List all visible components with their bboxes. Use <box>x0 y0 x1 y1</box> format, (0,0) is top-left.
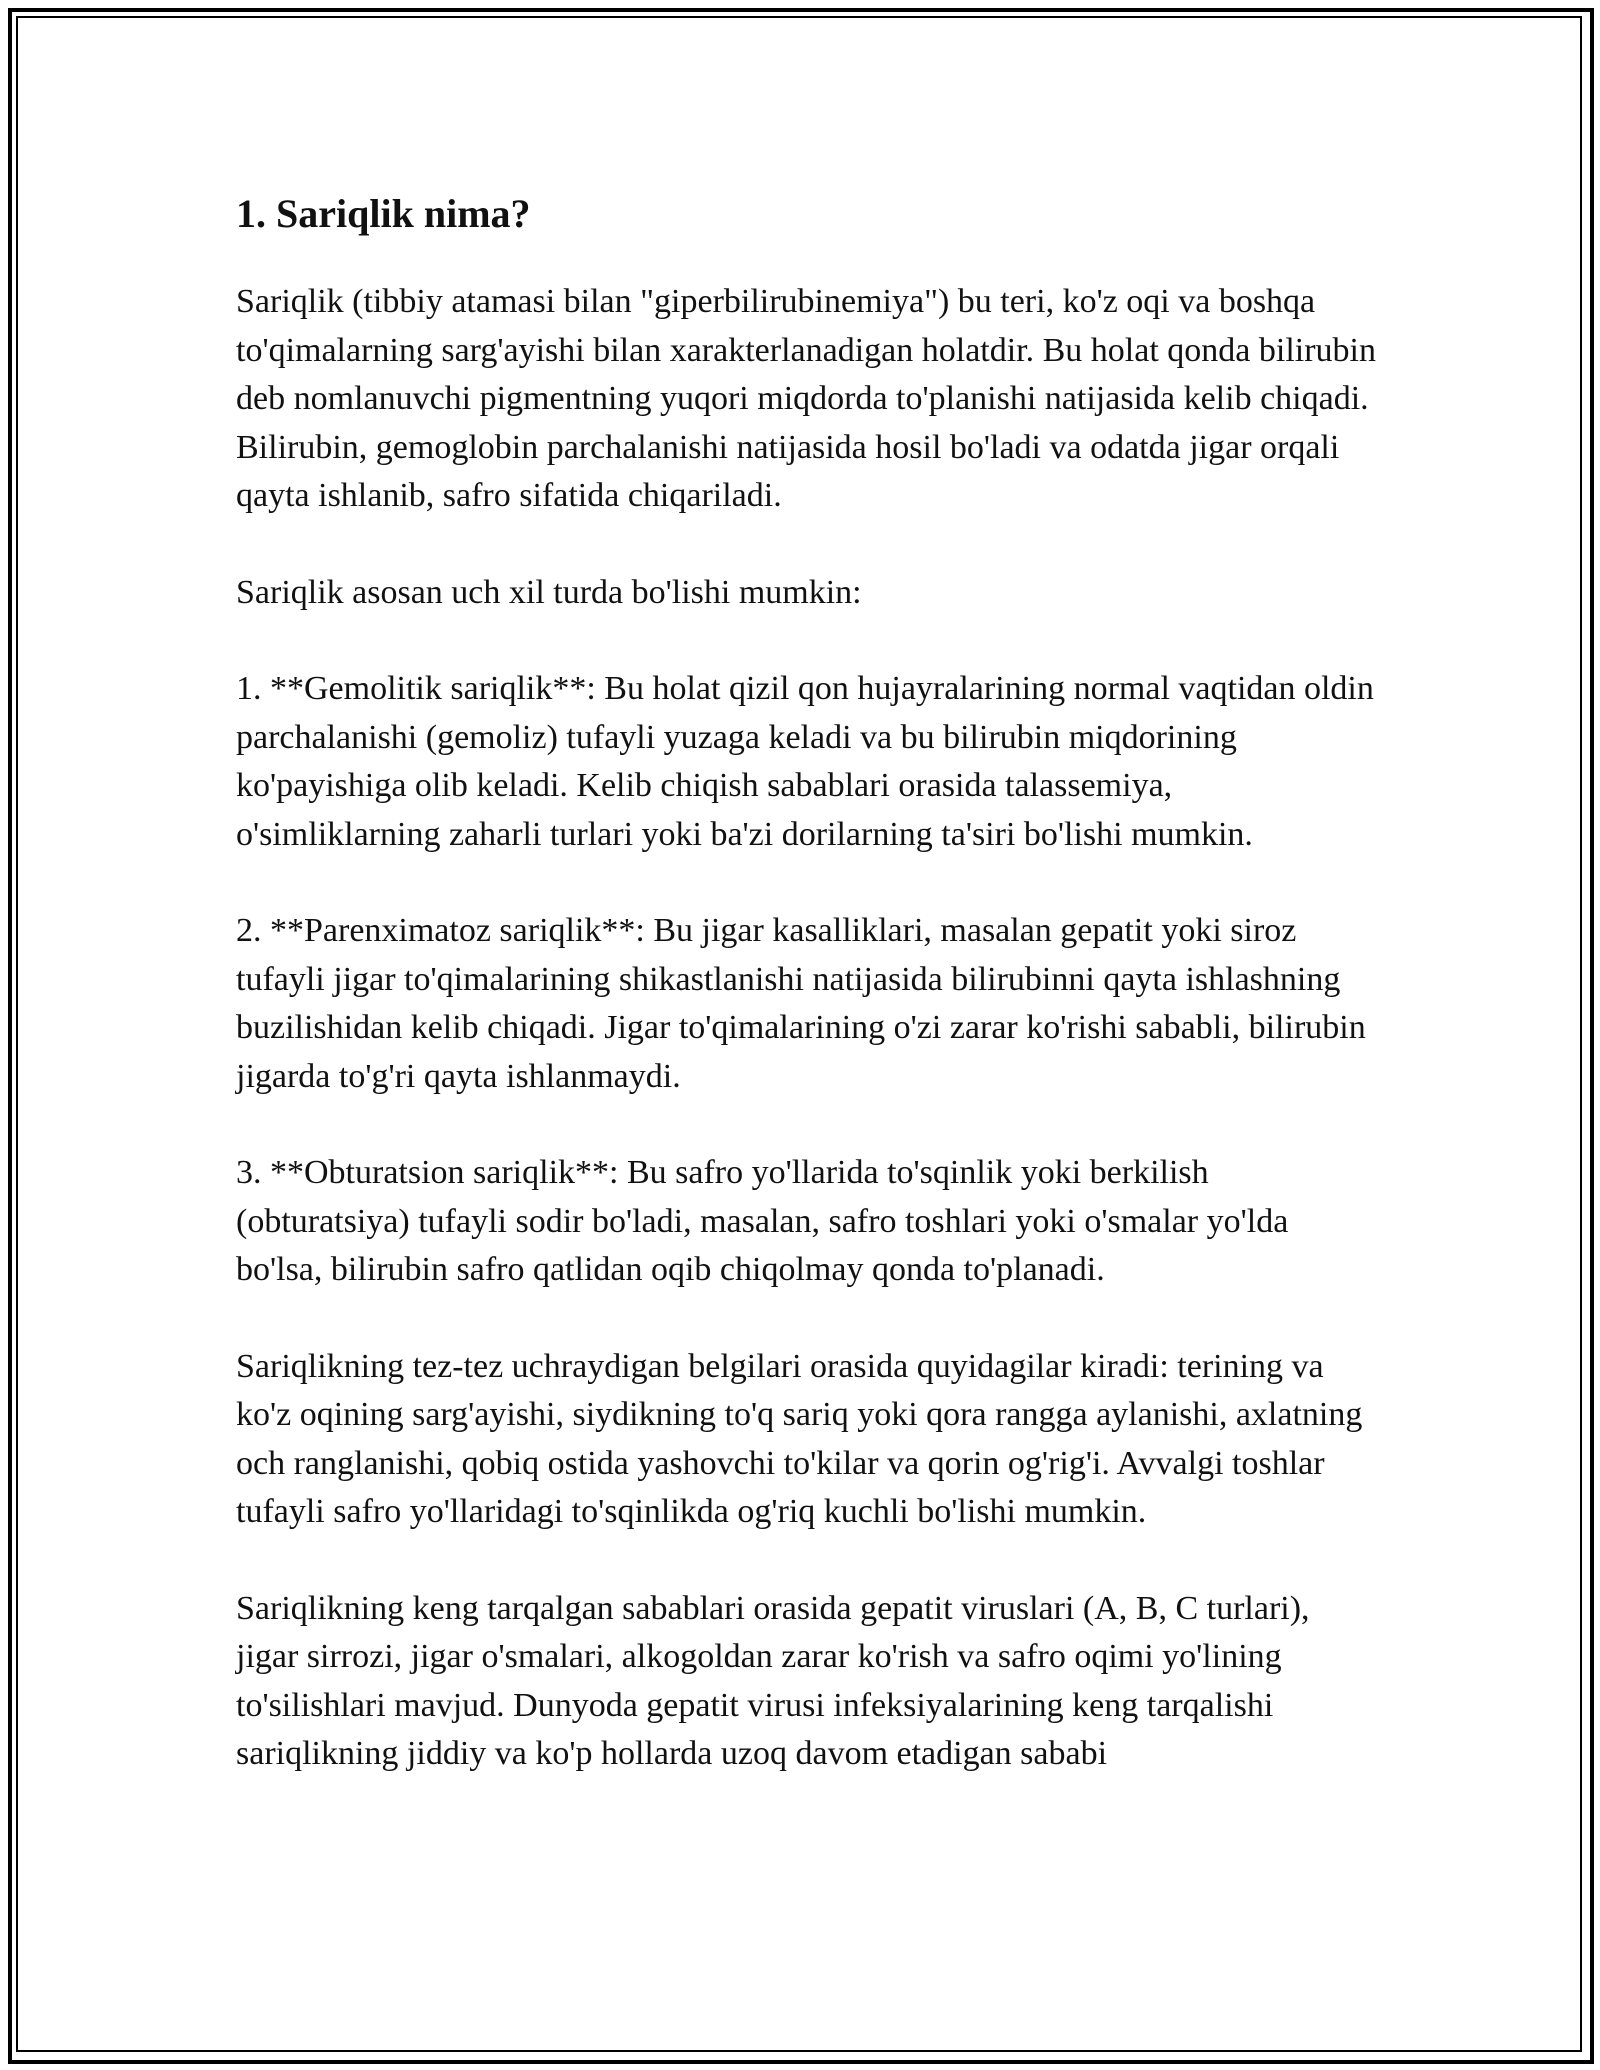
paragraph-type-obstructive: 3. **Obturatsion sariqlik**: Bu safro yo'llarida to'sqinlik yoki berkilish (obturatsiya) tufayli sodir bo'ladi, masalan, safro toshlari yoki o'smalar yo'lda bo'lsa, bilirubin safro qatlidan oqib chiqolmay qonda to'planadi. <box>236 1154 1289 1288</box>
paragraph-definition: Sariqlik (tibbiy atamasi bilan "giperbilirubinemiya") bu teri, ko'z oqi va boshqa to'qimalarning sarg'ayishi bilan xarakterlanadigan holatdir. Bu holat qonda bilirubin deb nomlanuvchi pigmentning yuqori miqdorda to'planishi natijasida kelib chiqadi. Bilirubin, gemoglobin parchalanishi natijasida hosil bo'ladi va odatda jigar orqali qayta ishlanib, safro sifatida chiqariladi. <box>236 283 1376 514</box>
paragraph-type-parenchymal: 2. **Parenximatoz sariqlik**: Bu jigar kasalliklari, masalan gepatit yoki siroz tufayli jigar to'qimalarining shikastlanishi natijasida bilirubinni qayta ishlashning buzilishidan kelib chiqadi. Jigar to'qimalarining o'zi zarar ko'rishi sababli, bilirubin jigarda to'g'ri qayta ishlanmaydi. <box>236 912 1366 1095</box>
paragraph-causes: Sariqlikning keng tarqalgan sabablari orasida gepatit viruslari (A, B, C turlari), jigar sirrozi, jigar o'smalari, alkogoldan zarar ko'rish va safro oqimi yo'lining to'silishlari mavjud. Dunyoda gepatit virusi infeksiyalarining keng tarqalishi sariqlikning jiddiy va ko'p hollarda uzoq davom etadigan sababi <box>236 1589 1310 1772</box>
paragraph-symptoms: Sariqlikning tez-tez uchraydigan belgilari orasida quyidagilar kiradi: terining va ko'z oqining sarg'ayishi, siydikning to'q sariq yoki qora rangga aylanishi, axlatning och ranglanishi, qobiq ostida yashovchi to'kilar va qorin og'rig'i. Avvalgi toshlar tufayli safro yo'llaridagi to'sqinlikda og'riq kuchli bo'lishi mumkin. <box>236 1347 1363 1530</box>
paragraph-types-intro: Sariqlik asosan uch xil turda bo'lishi mumkin: <box>236 573 862 611</box>
section-heading: 1. Sariqlik nima? <box>236 191 531 236</box>
paragraph-type-hemolytic: 1. **Gemolitik sariqlik**: Bu holat qizil qon hujayralarining normal vaqtidan oldin parchalanishi (gemoliz) tufayli yuzaga keladi va bu bilirubin miqdorining ko'payishiga olib keladi. Kelib chiqish sabablari orasida talassemiya, o'simliklarning zaharli turlari yoki ba'zi dorilarning ta'siri bo'lishi mumkin. <box>236 670 1374 853</box>
document-body <box>236 185 1376 1827</box>
